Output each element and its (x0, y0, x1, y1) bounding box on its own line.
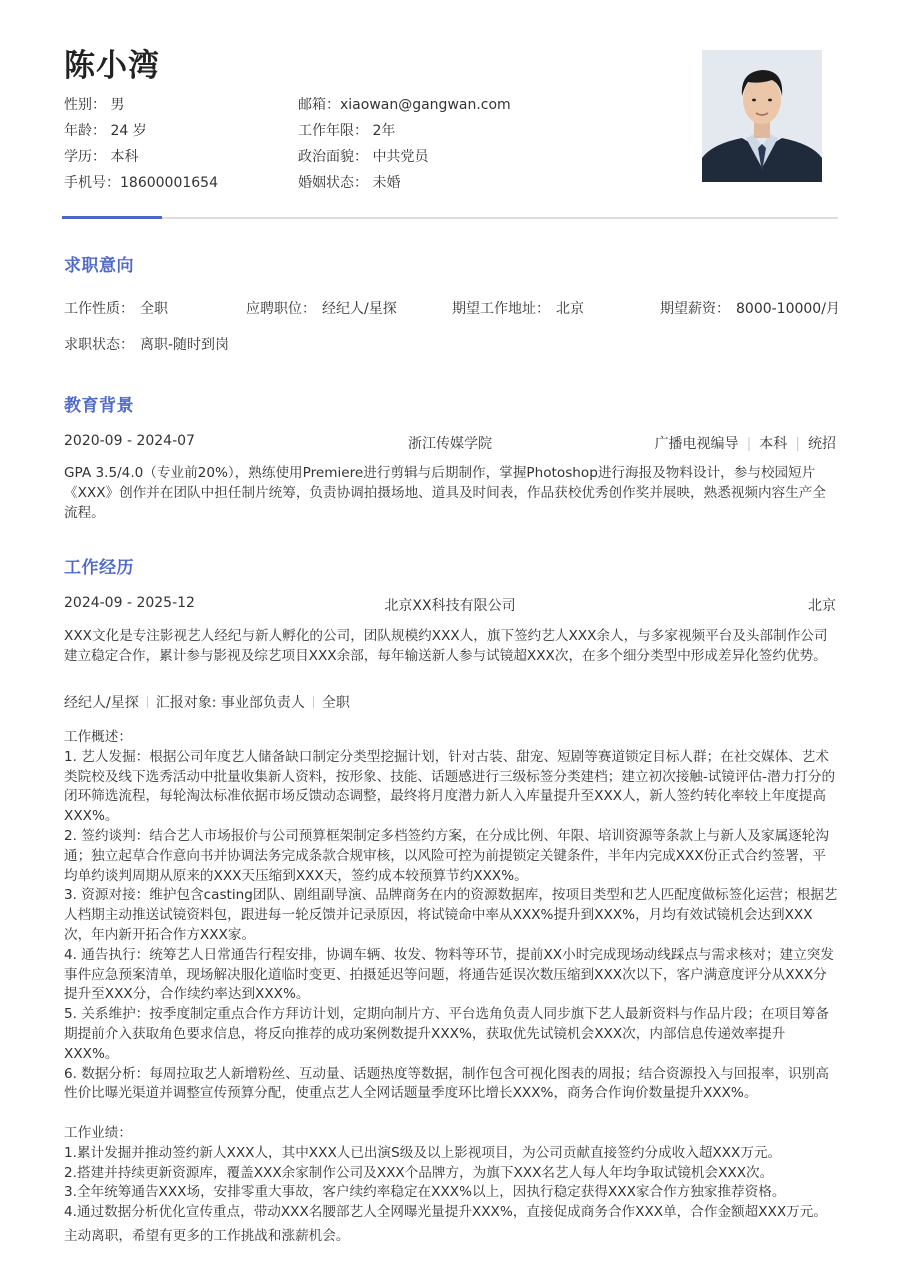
summary-item: 2. 签约谈判：结合艺人市场报价与公司预算框架制定多档签约方案，在分成比例、年限、培训资源等条款上与新人及家属逐轮沟通；独立起草合作意向书并协调法务完成条款合规审核，以风险可控为前提锁定关键条件，半年内完成XXX份正式合约签署，平均单约谈判周期从原来的XXX天压缩到XXX天，签约成本较预算节约XXX%。 (64, 827, 829, 884)
education-header (64, 433, 836, 453)
achievement-item: 4.通过数据分析优化宣传重点，带动XXX名腰部艺人全网曝光量提升XXX%，直接促成商务合作XXX单，合作金额超XXX万元。 (64, 1204, 827, 1221)
achievement-item: 3.全年统筹通告XXX场，安排零重大事故，客户续约率稳定在XXX%以上，因执行稳定获得XXX家合作方独家推荐资格。 (64, 1184, 786, 1201)
intent-type-value: 全职 (140, 301, 168, 317)
separator: | (746, 436, 752, 452)
achievements-label: 工作业绩： (64, 1124, 132, 1141)
summary-item: 5. 关系维护：按季度制定重点合作方拜访计划，定期向制片方、平台选角负责人同步旗下艺人最新资料与作品片段；在项目筹备期提前介入获取角色要求信息，将反向推荐的成功案例数提升XXX%，获取优先试镜机会XXX次，内部信息传递效率提升XXX%。 (64, 1006, 829, 1062)
education-description: GPA 3.5/4.0（专业前20%），熟练使用Premiere进行剪辑与后期制作，掌握Photoshop进行海报及物料设计，参与校园短片《XXX》创作并在团队中担任制片统筹，负责协调拍摄场地、道具及时间表，作品获校优秀创作奖并展映，熟悉视频内容生产全流程。 (64, 465, 826, 521)
company-name: 北京XX科技有限公司 (384, 598, 516, 614)
intent-status-value: 离职-随时到岗 (140, 337, 230, 353)
intent-salary (660, 298, 840, 318)
header-divider-accent (62, 216, 162, 219)
info-row (64, 120, 624, 146)
summary-item: 6. 数据分析：每周拉取艺人新增粉丝、互动量、话题热度等数据，制作包含可视化图表的周报；结合资源投入与回报率，识别高性价比曝光渠道并调整宣传预算分配，使重点艺人全网话题量季度环比增长XXX%，商务合作询价数量提升XXX%。 (64, 1065, 829, 1102)
school-name: 浙江传媒学院 (408, 436, 492, 452)
major: 广播电视编导 (654, 436, 739, 452)
intent-location (452, 298, 584, 318)
work-period: 2024-09 - 2025-12 (64, 595, 195, 611)
intent-location-label: 期望工作地址： (452, 301, 550, 317)
work-detail (64, 728, 838, 1247)
section-title-intent: 求职意向 (64, 256, 134, 276)
gender: 性别： 男 (64, 97, 125, 113)
achievement-item: 2.搭建并持续更新资源库，覆盖XXX余家制作公司及XXX个品牌方，为旗下XXX名艺人每人年均争取试镜机会XXX次。 (64, 1164, 774, 1181)
marital-status: 婚姻状态： 未婚 (298, 175, 401, 191)
section-title-education: 教育背景 (64, 396, 134, 416)
tag-role: 经纪人/星探 (64, 695, 139, 711)
age: 年龄： 24 岁 (64, 123, 147, 139)
section-title-work: 工作经历 (64, 558, 134, 578)
education-level: 学历： 本科 (64, 149, 139, 165)
work-tags (64, 692, 350, 712)
profile-photo (702, 50, 822, 182)
intent-salary-value: 8000-10000/月 (736, 301, 840, 317)
info-row (64, 172, 624, 198)
leave-reason: 主动离职，希望有更多的工作挑战和涨薪机会。 (64, 1227, 350, 1244)
summary-item: 1. 艺人发掘：根据公司年度艺人储备缺口制定分类型挖掘计划，针对古装、甜宠、短剧等赛道锁定目标人群；在社交媒体、艺术类院校及线下选秀活动中批量收集新人资料，按形象、技能、话题感进行三级标签分类建档；建立初次接触-试镜评估-潜力打分的闭环筛选流程，每轮淘汰标准依据市场反馈动态调整，最终将月度潜力新人入库量提升至XXX人，新人签约转化率较上年度提高XXX%。 (64, 748, 836, 825)
separator (147, 696, 148, 708)
spacer (64, 1104, 838, 1124)
degree: 本科 (759, 436, 788, 452)
candidate-name: 陈小湾 (64, 48, 160, 84)
work-city: 北京 (808, 598, 836, 614)
intent-position-value: 经纪人/星探 (322, 301, 397, 317)
intent-position (246, 298, 397, 318)
header-divider (62, 217, 838, 219)
intent-status-label: 求职状态： (64, 337, 134, 353)
info-row (64, 94, 624, 120)
separator: | (795, 436, 800, 452)
intent-position-label: 应聘职位： (246, 301, 316, 317)
portrait-illustration (702, 50, 822, 182)
basic-info (64, 94, 624, 198)
achievement-item: 1.累计发掘并推动签约新人XXX人，其中XXX人已出演S级及以上影视项目，为公司贡献直接签约分成收入超XXX万元。 (64, 1144, 782, 1161)
intent-salary-label: 期望薪资： (660, 301, 730, 317)
work-years: 工作年限： 2年 (298, 123, 396, 139)
political-status: 政治面貌： 中共党员 (298, 149, 429, 165)
intent-location-value: 北京 (556, 301, 584, 317)
company-description: XXX文化是专注影视艺人经纪与新人孵化的公司，团队规模约XXX人，旗下签约艺人XXX余人，与多家视频平台及头部制作公司建立稳定合作，累计参与影视及综艺项目XXX余部，每年输送新人参与试镜超XXX次，在多个细分类型中形成差异化签约优势。 (64, 628, 828, 664)
education-period: 2020-09 - 2024-07 (64, 433, 195, 449)
summary-label: 工作概述： (64, 729, 132, 745)
tag-report-to: 汇报对象: 事业部负责人 (155, 695, 305, 711)
intent-status (64, 334, 229, 354)
summary-item: 4. 通告执行：统筹艺人日常通告行程安排，协调车辆、妆发、物料等环节，提前XX小时完成现场动线踩点与需求核对；建立突发事件应急预案清单，现场解决服化道临时变更、拍摄延迟等问题，将通告延误次数压缩到XXX次以下，客户满意度评分从XXX分提升至XXX分，合作续约率达到XXX%。 (64, 946, 834, 1003)
intent-type-label: 工作性质： (64, 301, 134, 317)
phone: 手机号：18600001654 (64, 175, 218, 191)
separator (313, 696, 314, 708)
study-mode: 统招 (808, 436, 836, 452)
intent-type (64, 298, 168, 318)
work-header (64, 595, 836, 615)
tag-employment-type: 全职 (321, 695, 350, 711)
email: 邮箱：xiaowan@gangwan.com (298, 97, 511, 113)
info-row (64, 146, 624, 172)
summary-item: 3. 资源对接：维护包含casting团队、剧组副导演、品牌商务在内的资源数据库，按项目类型和艺人匹配度做标签化运营；根据艺人档期主动推送试镜资料包，跟进每一轮反馈并记录原因，将试镜命中率从XXX%提升到XXX%，月均有效试镜机会达到XXX次，年内新开拓合作方XXX家。 (64, 887, 838, 943)
